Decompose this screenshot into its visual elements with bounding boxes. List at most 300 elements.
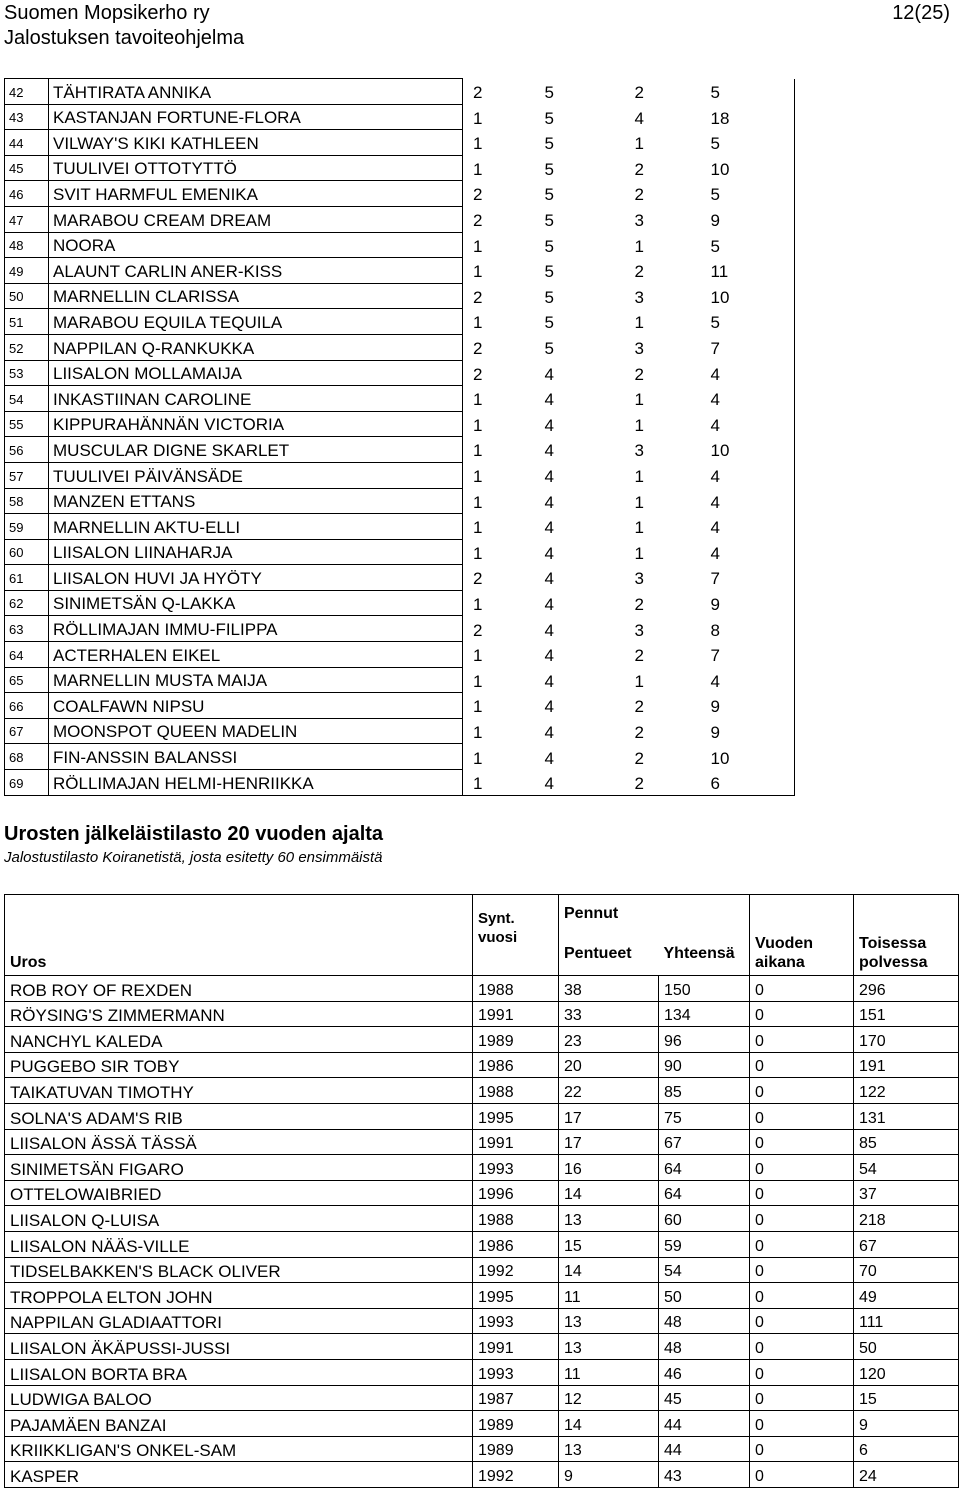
dog-name: VILWAY'S KIKI KATHLEEN <box>49 130 463 156</box>
value-a: 1 <box>473 748 483 768</box>
puppies-this-year: 0 <box>750 1129 854 1155</box>
header-synt-vuosi <box>473 895 559 976</box>
table-row <box>5 1257 959 1283</box>
row-number: 59 <box>5 514 49 540</box>
value-d: 5 <box>701 130 795 156</box>
value-d: 5 <box>701 181 795 207</box>
value-c: 3 <box>634 620 644 640</box>
row-number: 68 <box>5 744 49 770</box>
puppies-this-year: 0 <box>750 1231 854 1257</box>
row-number: 56 <box>5 437 49 463</box>
litters-count: 15 <box>559 1231 659 1257</box>
value-d: 4 <box>701 514 795 540</box>
header-pentueet-label: Pentueet <box>564 944 632 962</box>
table-row <box>5 104 795 130</box>
value-a: 2 <box>473 287 483 307</box>
puppies-this-year: 0 <box>750 1206 854 1232</box>
row-number: 42 <box>5 79 49 105</box>
table-row <box>5 79 795 105</box>
litters-count: 13 <box>559 1334 659 1360</box>
table-row <box>5 181 795 207</box>
birth-year: 1988 <box>473 976 559 1002</box>
row-number: 44 <box>5 130 49 156</box>
dog-name: FIN-ANSSIN BALANSSI <box>49 744 463 770</box>
sire-name: NANCHYL KALEDA <box>5 1027 473 1053</box>
litters-count: 17 <box>559 1129 659 1155</box>
value-a: 1 <box>473 415 483 435</box>
puppies-total: 134 <box>659 1001 750 1027</box>
value-b: 5 <box>544 313 554 333</box>
dog-name: ACTERHALEN EIKEL <box>49 642 463 668</box>
table-row <box>5 539 795 565</box>
value-c: 2 <box>634 594 644 614</box>
value-d: 4 <box>701 411 795 437</box>
value-d: 4 <box>701 539 795 565</box>
dog-name: LIISALON MOLLAMAIJA <box>49 360 463 386</box>
value-c: 1 <box>634 415 644 435</box>
dog-name: MARNELLIN AKTU-ELLI <box>49 514 463 540</box>
row-number: 52 <box>5 334 49 360</box>
value-a: 1 <box>473 159 483 179</box>
birth-year: 1986 <box>473 1231 559 1257</box>
table-row <box>5 1001 959 1027</box>
value-c: 2 <box>634 159 644 179</box>
value-c: 2 <box>634 697 644 717</box>
puppies-this-year: 0 <box>750 1411 854 1437</box>
litters-count: 13 <box>559 1308 659 1334</box>
header-vuoden-aikana <box>750 895 854 976</box>
puppies-total: 96 <box>659 1027 750 1053</box>
value-c: 1 <box>634 134 644 154</box>
value-b: 5 <box>544 159 554 179</box>
sire-name: SOLNA'S ADAM'S RIB <box>5 1103 473 1129</box>
value-c: 2 <box>634 364 644 384</box>
sire-name: LIISALON ÄKÄPUSSI-JUSSI <box>5 1334 473 1360</box>
row-number: 48 <box>5 232 49 258</box>
value-b: 4 <box>544 364 554 384</box>
value-d: 10 <box>701 744 795 770</box>
value-c: 1 <box>634 543 644 563</box>
sire-name: KASPER <box>5 1462 473 1488</box>
value-c: 1 <box>634 492 644 512</box>
value-d: 10 <box>701 155 795 181</box>
puppies-total: 64 <box>659 1180 750 1206</box>
table-row <box>5 976 959 1002</box>
table-row <box>5 437 795 463</box>
birth-year: 1988 <box>473 1206 559 1232</box>
sire-name: TAIKATUVAN TIMOTHY <box>5 1078 473 1104</box>
value-a: 2 <box>473 185 483 205</box>
value-a: 1 <box>473 722 483 742</box>
sire-name: RÖYSING'S ZIMMERMANN <box>5 1001 473 1027</box>
birth-year: 1993 <box>473 1359 559 1385</box>
puppies-total: 48 <box>659 1308 750 1334</box>
litters-count: 13 <box>559 1206 659 1232</box>
dog-name: RÖLLIMAJAN IMMU-FILIPPA <box>49 616 463 642</box>
row-number: 53 <box>5 360 49 386</box>
dog-name: NAPPILAN Q-RANKUKKA <box>49 334 463 360</box>
litters-count: 12 <box>559 1385 659 1411</box>
table-row <box>5 1231 959 1257</box>
dog-name: MANZEN ETTANS <box>49 488 463 514</box>
puppies-this-year: 0 <box>750 1180 854 1206</box>
dog-name: LIISALON LIINAHARJA <box>49 539 463 565</box>
table-row <box>5 744 795 770</box>
table-row <box>5 1129 959 1155</box>
value-d: 4 <box>701 360 795 386</box>
table-row <box>5 155 795 181</box>
sire-name: LIISALON NÄÄS-VILLE <box>5 1231 473 1257</box>
value-c: 1 <box>634 390 644 410</box>
value-b: 4 <box>544 620 554 640</box>
litters-count: 22 <box>559 1078 659 1104</box>
value-c: 4 <box>634 108 644 128</box>
value-c: 3 <box>634 441 644 461</box>
litters-count: 14 <box>559 1411 659 1437</box>
value-a: 1 <box>473 390 483 410</box>
second-generation: 122 <box>854 1078 959 1104</box>
value-b: 4 <box>544 748 554 768</box>
value-c: 1 <box>634 671 644 691</box>
value-b: 4 <box>544 441 554 461</box>
table-row <box>5 411 795 437</box>
value-b: 4 <box>544 594 554 614</box>
dog-name: RÖLLIMAJAN HELMI-HENRIIKKA <box>49 770 463 796</box>
puppies-total: 60 <box>659 1206 750 1232</box>
table-row <box>5 667 795 693</box>
birth-year: 1991 <box>473 1334 559 1360</box>
row-number: 60 <box>5 539 49 565</box>
value-d: 4 <box>701 667 795 693</box>
puppies-this-year: 0 <box>750 1155 854 1181</box>
value-a: 1 <box>473 492 483 512</box>
puppies-this-year: 0 <box>750 1078 854 1104</box>
second-generation: 49 <box>854 1283 959 1309</box>
dog-name: COALFAWN NIPSU <box>49 693 463 719</box>
table-row <box>5 283 795 309</box>
value-d: 10 <box>701 283 795 309</box>
value-d: 9 <box>701 693 795 719</box>
birth-year: 1989 <box>473 1436 559 1462</box>
value-d: 4 <box>701 462 795 488</box>
sire-name: LIISALON Q-LUISA <box>5 1206 473 1232</box>
table-row <box>5 642 795 668</box>
second-generation: 85 <box>854 1129 959 1155</box>
value-d: 9 <box>701 206 795 232</box>
row-number: 66 <box>5 693 49 719</box>
value-d: 7 <box>701 334 795 360</box>
puppies-this-year: 0 <box>750 1001 854 1027</box>
value-a: 1 <box>473 108 483 128</box>
value-d: 8 <box>701 616 795 642</box>
header-uros-label: Uros <box>10 954 47 971</box>
value-b: 5 <box>544 185 554 205</box>
sire-name: NAPPILAN GLADIAATTORI <box>5 1308 473 1334</box>
value-d: 7 <box>701 565 795 591</box>
table-row <box>5 1462 959 1488</box>
puppies-total: 67 <box>659 1129 750 1155</box>
litters-count: 9 <box>559 1462 659 1488</box>
value-c: 2 <box>634 646 644 666</box>
page-header <box>4 0 956 52</box>
value-d: 5 <box>701 232 795 258</box>
header-synt-label: Synt. <box>478 910 515 927</box>
table-row <box>5 1206 959 1232</box>
sire-name: PAJAMÄEN BANZAI <box>5 1411 473 1437</box>
dog-name: INKASTIINAN CAROLINE <box>49 386 463 412</box>
table-row <box>5 462 795 488</box>
table-row <box>5 1155 959 1181</box>
sire-name: PUGGEBO SIR TOBY <box>5 1052 473 1078</box>
sire-name: KRIIKKLIGAN'S ONKEL-SAM <box>5 1436 473 1462</box>
value-d: 5 <box>701 309 795 335</box>
table-row <box>5 1027 959 1053</box>
second-generation: 131 <box>854 1103 959 1129</box>
second-generation: 296 <box>854 976 959 1002</box>
dog-name: TUULIVEI PÄIVÄNSÄDE <box>49 462 463 488</box>
row-number: 50 <box>5 283 49 309</box>
puppies-this-year: 0 <box>750 1052 854 1078</box>
value-a: 1 <box>473 236 483 256</box>
header-uros <box>5 895 473 976</box>
second-generation: 9 <box>854 1411 959 1437</box>
puppies-this-year: 0 <box>750 976 854 1002</box>
value-b: 5 <box>544 262 554 282</box>
table-row <box>5 1283 959 1309</box>
second-generation: 120 <box>854 1359 959 1385</box>
value-a: 1 <box>473 671 483 691</box>
header-aikana-label: aikana <box>755 954 805 971</box>
dog-name: TÄHTIRATA ANNIKA <box>49 79 463 105</box>
value-a: 1 <box>473 697 483 717</box>
puppies-this-year: 0 <box>750 1359 854 1385</box>
table-row <box>5 488 795 514</box>
table-row <box>5 693 795 719</box>
value-c: 1 <box>634 518 644 538</box>
value-a: 1 <box>473 313 483 333</box>
header-pentueet <box>559 934 659 976</box>
value-a: 1 <box>473 594 483 614</box>
value-c: 2 <box>625 770 701 796</box>
puppies-total: 64 <box>659 1155 750 1181</box>
table-row <box>5 1180 959 1206</box>
row-number: 58 <box>5 488 49 514</box>
table-row <box>5 770 795 796</box>
puppies-total: 46 <box>659 1359 750 1385</box>
second-generation: 37 <box>854 1180 959 1206</box>
value-a: 1 <box>473 262 483 282</box>
dog-name: MARABOU CREAM DREAM <box>49 206 463 232</box>
table-row <box>5 718 795 744</box>
value-b: 4 <box>544 518 554 538</box>
header-vuosi-label: vuosi <box>478 929 518 946</box>
puppies-total: 75 <box>659 1103 750 1129</box>
table-row <box>5 258 795 284</box>
sire-name: TIDSELBAKKEN'S BLACK OLIVER <box>5 1257 473 1283</box>
dog-name: MOONSPOT QUEEN MADELIN <box>49 718 463 744</box>
table-row <box>5 309 795 335</box>
header-polvessa-label: polvessa <box>859 954 928 971</box>
value-d: 7 <box>701 642 795 668</box>
puppies-total: 44 <box>659 1411 750 1437</box>
value-b: 5 <box>544 287 554 307</box>
value-a: 2 <box>473 339 483 359</box>
sire-statistics-table <box>4 894 959 1488</box>
value-d: 18 <box>701 104 795 130</box>
row-number: 46 <box>5 181 49 207</box>
organization-name: Suomen Mopsikerho ry <box>4 2 210 24</box>
second-generation: 50 <box>854 1334 959 1360</box>
litters-count: 11 <box>559 1359 659 1385</box>
value-a: 1 <box>473 646 483 666</box>
row-number: 57 <box>5 462 49 488</box>
value-a: 1 <box>473 518 483 538</box>
document-title: Jalostuksen tavoiteohjelma <box>4 27 245 49</box>
header-toisessa-polvessa <box>854 895 959 976</box>
dog-name: TUULIVEI OTTOTYTTÖ <box>49 155 463 181</box>
value-b: 5 <box>544 134 554 154</box>
row-number: 54 <box>5 386 49 412</box>
value-b: 4 <box>544 467 554 486</box>
value-b: 4 <box>544 543 554 563</box>
table-row <box>5 130 795 156</box>
table-row <box>5 1334 959 1360</box>
value-c: 2 <box>634 262 644 282</box>
litters-count: 20 <box>559 1052 659 1078</box>
second-generation: 191 <box>854 1052 959 1078</box>
value-d: 4 <box>701 488 795 514</box>
value-b: 4 <box>544 415 554 435</box>
header-pennut <box>559 895 750 935</box>
second-generation: 6 <box>854 1436 959 1462</box>
value-d: 9 <box>701 718 795 744</box>
dog-name: MUSCULAR DIGNE SKARLET <box>49 437 463 463</box>
row-number: 51 <box>5 309 49 335</box>
value-a: 2 <box>473 364 483 384</box>
value-b: 4 <box>544 722 554 742</box>
value-b: 5 <box>544 83 554 103</box>
table-row <box>5 1411 959 1437</box>
puppies-total: 48 <box>659 1334 750 1360</box>
puppies-this-year: 0 <box>750 1027 854 1053</box>
table-row <box>5 590 795 616</box>
value-a: 2 <box>473 569 483 589</box>
value-d: 6 <box>701 770 795 796</box>
second-generation: 70 <box>854 1257 959 1283</box>
puppies-this-year: 0 <box>750 1103 854 1129</box>
litters-count: 33 <box>559 1001 659 1027</box>
table-row <box>5 232 795 258</box>
birth-year: 1993 <box>473 1155 559 1181</box>
row-number: 62 <box>5 590 49 616</box>
value-c: 2 <box>634 748 644 768</box>
puppies-total: 85 <box>659 1078 750 1104</box>
value-b: 5 <box>544 236 554 256</box>
litters-count: 11 <box>559 1283 659 1309</box>
litters-count: 14 <box>559 1180 659 1206</box>
dog-name: LIISALON HUVI JA HYÖTY <box>49 565 463 591</box>
value-d: 5 <box>701 79 795 105</box>
value-b: 4 <box>544 646 554 666</box>
second-generation: 218 <box>854 1206 959 1232</box>
puppies-this-year: 0 <box>750 1334 854 1360</box>
value-d: 4 <box>701 386 795 412</box>
row-number: 65 <box>5 667 49 693</box>
second-generation: 24 <box>854 1462 959 1488</box>
birth-year: 1992 <box>473 1462 559 1488</box>
table-row <box>5 1103 959 1129</box>
value-b: 4 <box>535 770 625 796</box>
puppies-this-year: 0 <box>750 1462 854 1488</box>
second-generation: 111 <box>854 1308 959 1334</box>
row-number: 43 <box>5 104 49 130</box>
dog-name: MARABOU EQUILA TEQUILA <box>49 309 463 335</box>
dog-name: ALAUNT CARLIN ANER-KISS <box>49 258 463 284</box>
puppies-this-year: 0 <box>750 1283 854 1309</box>
row-number: 61 <box>5 565 49 591</box>
value-b: 5 <box>544 211 554 231</box>
value-b: 4 <box>544 492 554 512</box>
birth-year: 1995 <box>473 1103 559 1129</box>
value-b: 4 <box>544 697 554 717</box>
litters-count: 16 <box>559 1155 659 1181</box>
table-row <box>5 565 795 591</box>
second-generation: 151 <box>854 1001 959 1027</box>
dog-name: NOORA <box>49 232 463 258</box>
value-c: 2 <box>634 185 644 205</box>
litters-count: 17 <box>559 1103 659 1129</box>
sire-name: TROPPOLA ELTON JOHN <box>5 1283 473 1309</box>
sire-name: LIISALON BORTA BRA <box>5 1359 473 1385</box>
value-c: 1 <box>634 313 644 333</box>
value-c: 1 <box>634 236 644 256</box>
row-number: 47 <box>5 206 49 232</box>
bitch-list-table <box>4 78 795 796</box>
table-row <box>5 1436 959 1462</box>
value-c: 3 <box>634 569 644 589</box>
value-a: 2 <box>473 83 483 103</box>
value-b: 4 <box>544 569 554 589</box>
row-number: 45 <box>5 155 49 181</box>
table-row <box>5 360 795 386</box>
birth-year: 1991 <box>473 1001 559 1027</box>
row-number: 67 <box>5 718 49 744</box>
puppies-this-year: 0 <box>750 1436 854 1462</box>
value-a: 2 <box>473 620 483 640</box>
puppies-total: 50 <box>659 1283 750 1309</box>
value-d: 10 <box>701 437 795 463</box>
value-c: 2 <box>634 83 644 103</box>
sire-name: ROB ROY OF REXDEN <box>5 976 473 1002</box>
dog-name: KIPPURAHÄNNÄN VICTORIA <box>49 411 463 437</box>
row-number: 55 <box>5 411 49 437</box>
value-a: 1 <box>473 543 483 563</box>
row-number: 63 <box>5 616 49 642</box>
puppies-total: 150 <box>659 976 750 1002</box>
table-row <box>5 1308 959 1334</box>
value-a: 1 <box>463 770 535 796</box>
header-toisessa-label: Toisessa <box>859 935 927 952</box>
value-b: 4 <box>544 390 554 410</box>
birth-year: 1986 <box>473 1052 559 1078</box>
table-row <box>5 206 795 232</box>
sire-name: SINIMETSÄN FIGARO <box>5 1155 473 1181</box>
header-vuoden-label: Vuoden <box>755 935 814 952</box>
stats-header-row-1 <box>5 895 959 935</box>
puppies-total: 44 <box>659 1436 750 1462</box>
value-d: 9 <box>701 590 795 616</box>
puppies-this-year: 0 <box>750 1308 854 1334</box>
